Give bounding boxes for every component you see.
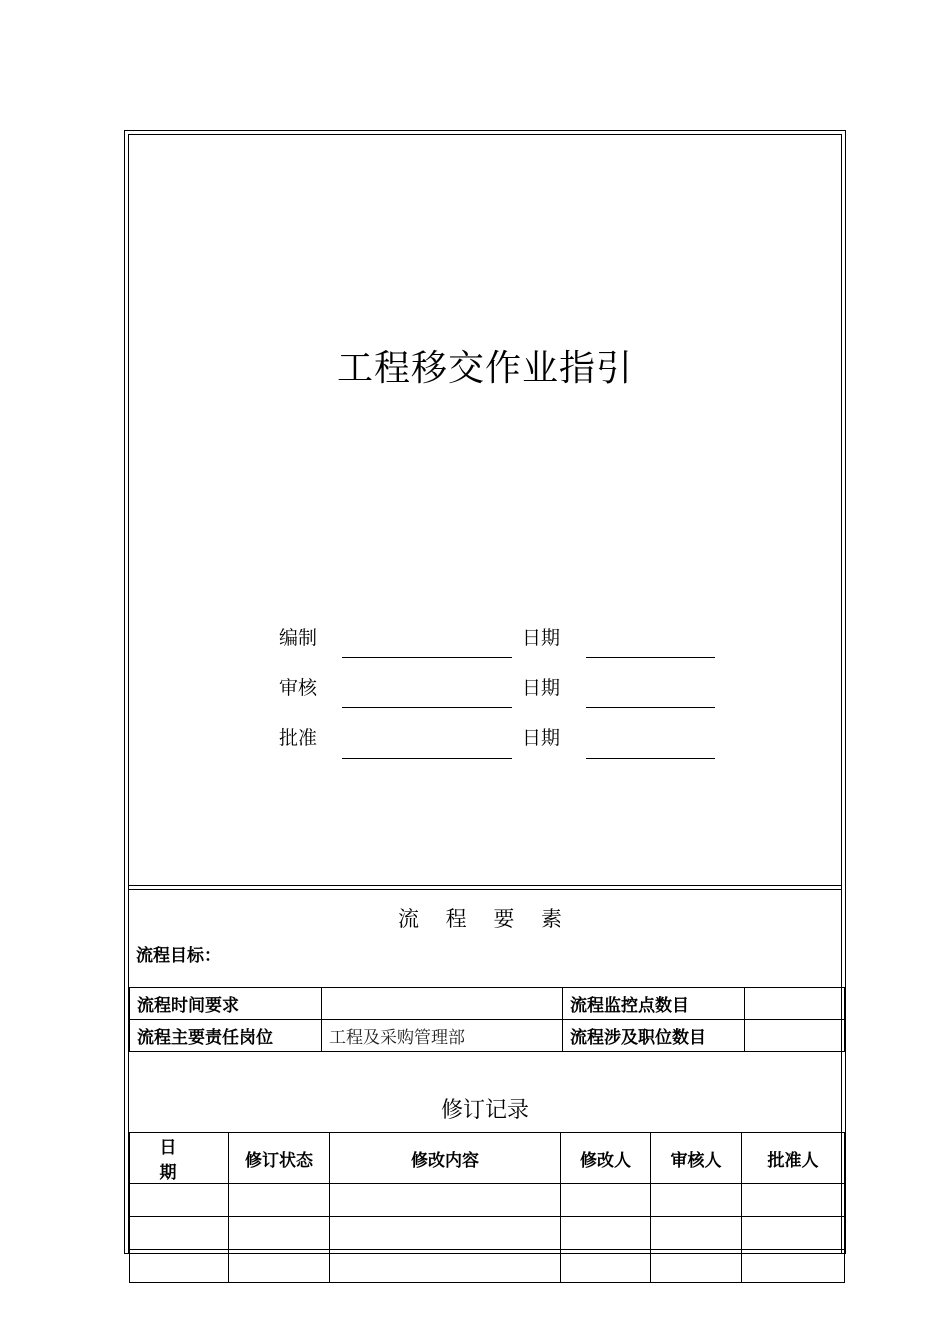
process-goal-label: 流程目标： xyxy=(136,946,221,966)
revision-table xyxy=(129,1132,845,1283)
signoff-row-approve xyxy=(129,723,841,757)
positions-count-label: 流程涉及职位数目 xyxy=(563,1020,745,1052)
table-cell[interactable] xyxy=(742,1217,845,1250)
table-cell[interactable] xyxy=(651,1217,742,1250)
column-header-date: 日 期 xyxy=(130,1133,229,1184)
signoff-date-label: 日期 xyxy=(522,627,561,649)
signoff-date-label: 日期 xyxy=(522,727,561,749)
column-header-content: 修改内容 xyxy=(330,1133,561,1184)
table-cell[interactable] xyxy=(130,1250,229,1283)
monitor-points-value[interactable] xyxy=(745,988,845,1020)
table-cell[interactable] xyxy=(651,1184,742,1217)
signoff-role-label: 审核 xyxy=(279,677,318,699)
process-elements-title: 流 程 要 素 xyxy=(397,907,573,931)
column-header-reviewer: 审核人 xyxy=(651,1133,742,1184)
signoff-date-field[interactable] xyxy=(586,707,715,708)
signoff-date-field[interactable] xyxy=(586,657,715,658)
signoff-date-field[interactable] xyxy=(586,758,715,759)
table-cell[interactable] xyxy=(130,1217,229,1250)
time-requirement-value[interactable] xyxy=(322,988,563,1020)
revision-header-row xyxy=(130,1133,845,1184)
monitor-points-label: 流程监控点数目 xyxy=(563,988,745,1020)
responsible-post-value[interactable]: 工程及采购管理部 xyxy=(322,1020,563,1052)
column-header-modifier: 修改人 xyxy=(561,1133,651,1184)
signoff-role-label: 编制 xyxy=(279,627,318,649)
column-header-status: 修订状态 xyxy=(229,1133,330,1184)
column-header-approver: 批准人 xyxy=(742,1133,845,1184)
responsible-post-label: 流程主要责任岗位 xyxy=(130,1020,322,1052)
table-cell[interactable] xyxy=(229,1250,330,1283)
signoff-row-compile xyxy=(129,623,841,657)
signoff-name-field[interactable] xyxy=(342,657,512,658)
table-cell[interactable] xyxy=(651,1250,742,1283)
table-cell[interactable] xyxy=(229,1184,330,1217)
process-info-table xyxy=(129,987,845,1052)
table-cell[interactable] xyxy=(330,1250,561,1283)
table-cell[interactable] xyxy=(330,1217,561,1250)
table-cell[interactable] xyxy=(130,1184,229,1217)
table-cell[interactable] xyxy=(742,1184,845,1217)
table-row xyxy=(130,1184,845,1217)
table-row xyxy=(130,1217,845,1250)
table-row xyxy=(130,988,845,1020)
table-row xyxy=(130,1020,845,1052)
document-title: 工程移交作业指引 xyxy=(336,348,633,389)
table-cell[interactable] xyxy=(330,1184,561,1217)
document-frame xyxy=(124,130,846,1254)
document-inner-frame xyxy=(128,134,842,1253)
signoff-date-label: 日期 xyxy=(522,677,561,699)
section-divider xyxy=(129,885,841,890)
signoff-role-label: 批准 xyxy=(279,727,318,749)
table-cell[interactable] xyxy=(561,1250,651,1283)
signoff-row-review xyxy=(129,673,841,707)
table-cell[interactable] xyxy=(561,1217,651,1250)
table-cell[interactable] xyxy=(229,1217,330,1250)
table-row xyxy=(130,1250,845,1283)
signoff-name-field[interactable] xyxy=(342,707,512,708)
positions-count-value[interactable] xyxy=(745,1020,845,1052)
table-cell[interactable] xyxy=(561,1184,651,1217)
time-requirement-label: 流程时间要求 xyxy=(130,988,322,1020)
table-cell[interactable] xyxy=(742,1250,845,1283)
revision-record-title: 修订记录 xyxy=(440,1098,529,1123)
signoff-name-field[interactable] xyxy=(342,758,512,759)
